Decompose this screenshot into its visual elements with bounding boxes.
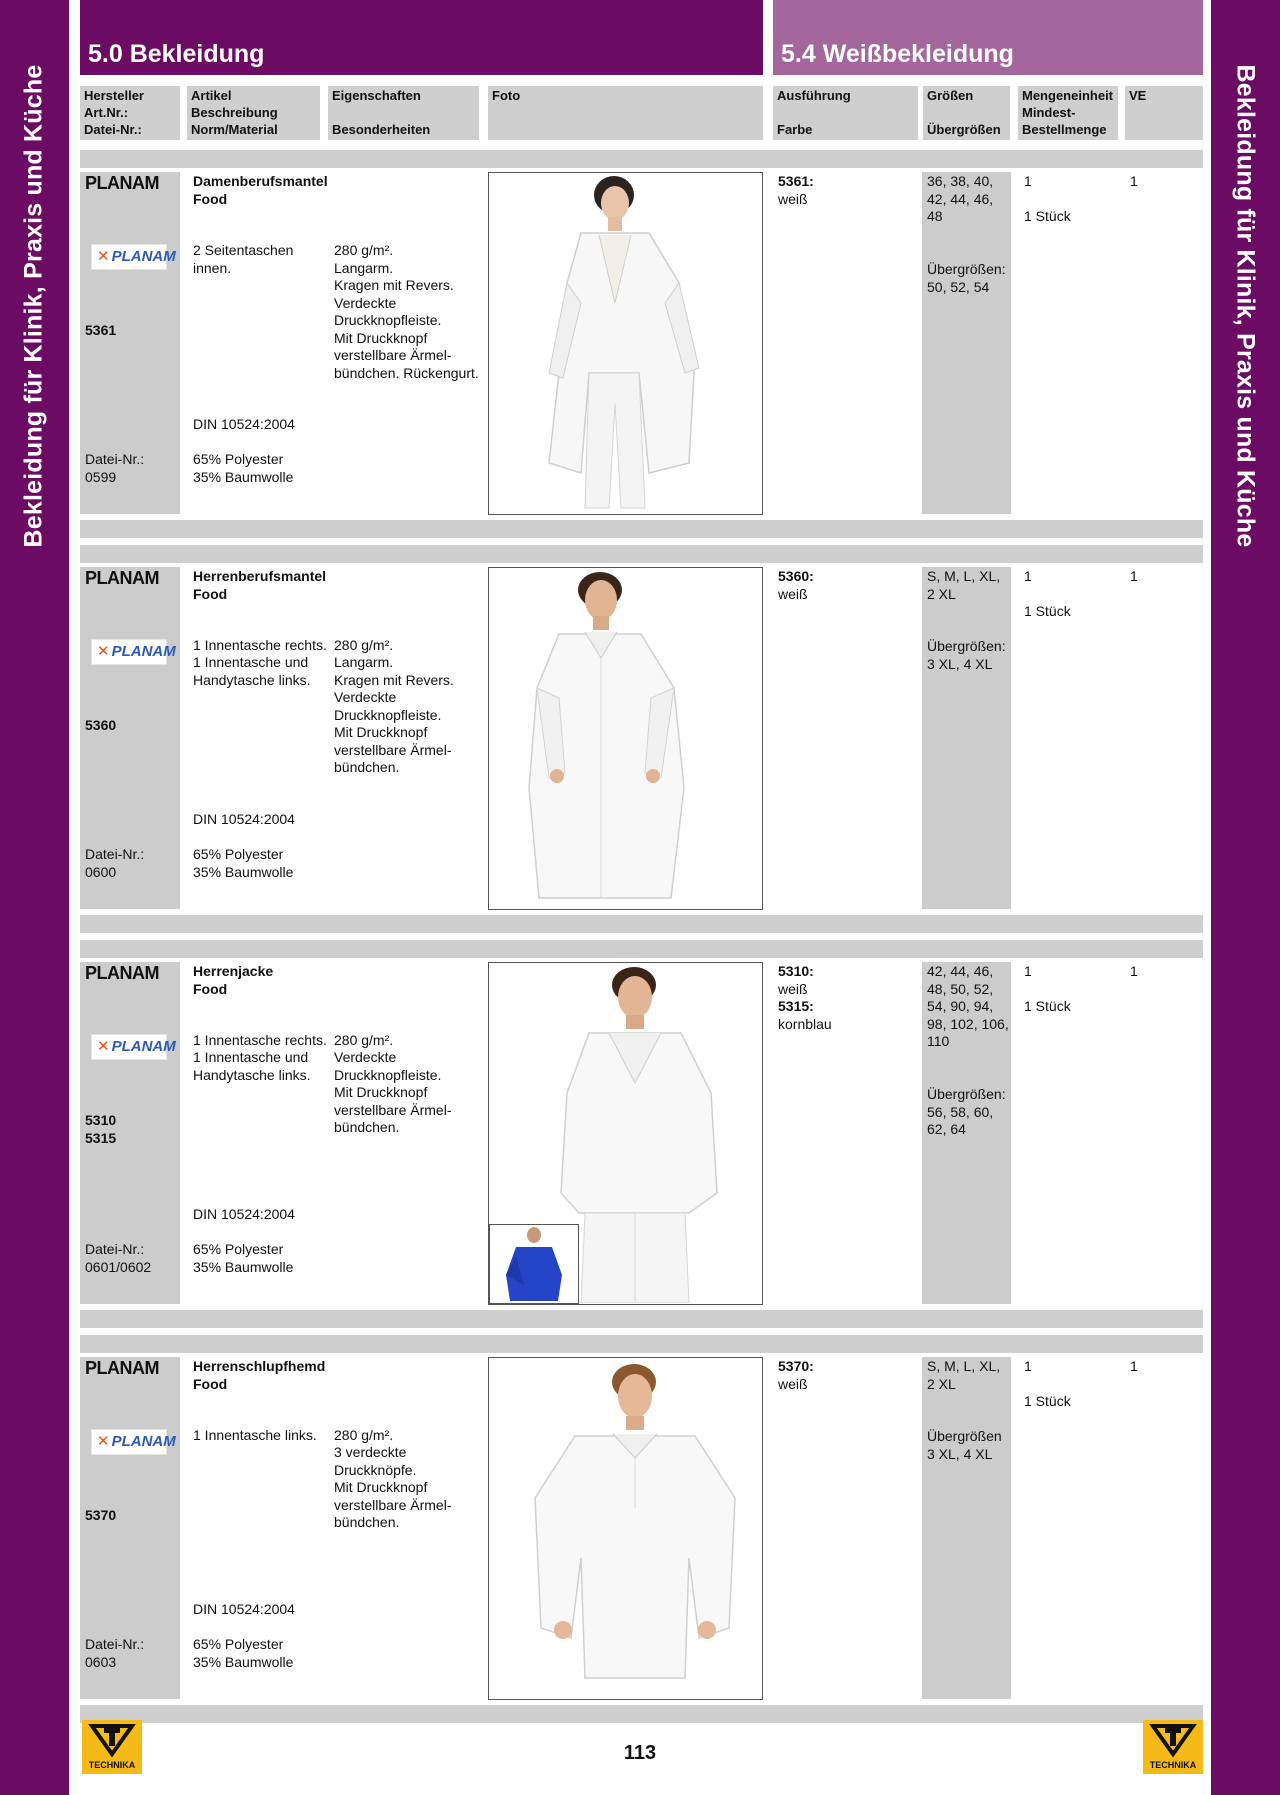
size-cell (922, 567, 1011, 909)
oversize-line: 56, 58, 60, (927, 1104, 994, 1120)
art-nr: 5370 (85, 1507, 117, 1523)
feature-line: Mit Druckknopf (334, 724, 428, 740)
feature-line: verstellbare Ärmel- (334, 1102, 452, 1118)
side-label-left: Bekleidung für Klinik, Praxis und Küche (19, 64, 48, 548)
variant-code: 5370: (778, 1358, 814, 1374)
art-nr: 5315 (85, 1130, 117, 1146)
oversize-line: 3 XL, 4 XL (927, 1446, 993, 1462)
blue-jacket-illustration (490, 1225, 576, 1301)
description-line: 1 Innentasche rechts. (193, 1032, 327, 1048)
feature-line: Druckknopfleiste. (334, 312, 442, 328)
technika-logo-right (1143, 1720, 1203, 1774)
size-line: 98, 102, 106, (927, 1016, 1009, 1032)
material-line: 35% Baumwolle (193, 1654, 294, 1670)
row-separator (80, 915, 1203, 933)
variant-code: 5360: (778, 568, 814, 584)
size-line: S, M, L, XL, (927, 1358, 1001, 1374)
variant-code: 5310: (778, 963, 814, 979)
section-title: 5.0 Bekleidung (88, 40, 265, 68)
oversize-line: 3 XL, 4 XL (927, 656, 993, 672)
size-line: 2 XL (927, 586, 956, 602)
feature-line: Verdeckte (334, 1049, 397, 1065)
size-line: 36, 38, 40, (927, 173, 994, 189)
datei-nr: 0599 (85, 469, 117, 485)
description-line: 2 Seitentaschen (193, 242, 294, 258)
right-side-bar (1211, 0, 1280, 1795)
feature-line: bündchen. Rückengurt. (334, 365, 479, 381)
subsection-title: 5.4 Weißbekleidung (781, 40, 1014, 68)
man-coat-illustration (489, 568, 761, 908)
ve-value: 1 (1130, 173, 1138, 189)
variant-color: weiß (778, 1376, 808, 1392)
norm: DIN 10524:2004 (193, 811, 295, 827)
side-label-right: Bekleidung für Klinik, Praxis und Küche (1231, 64, 1260, 548)
technika-logo-text: TECHNIKA (1149, 1760, 1197, 1770)
material-line: 35% Baumwolle (193, 864, 294, 880)
technika-emblem-icon (1143, 1720, 1203, 1760)
feature-line: 280 g/m². (334, 637, 394, 653)
ve-value: 1 (1130, 963, 1138, 979)
feature-line: Langarm. (334, 260, 394, 276)
col-header-foto (488, 86, 763, 140)
col-label: Mengeneinheit (1022, 88, 1114, 103)
material-line: 65% Polyester (193, 1241, 284, 1257)
feature-line: Langarm. (334, 654, 394, 670)
feature-line: Kragen mit Revers. (334, 277, 454, 293)
unit-qty: 1 (1024, 1358, 1032, 1374)
size-line: 48, 50, 52, (927, 981, 994, 997)
row-separator (80, 1310, 1203, 1328)
product-subname: Food (193, 1376, 228, 1392)
col-header-hersteller (80, 86, 180, 140)
product-name: Herrenjacke (193, 963, 274, 979)
col-label: Mindest- (1022, 105, 1076, 120)
oversize-line: 50, 52, 54 (927, 279, 990, 295)
col-label: Art.Nr.: (84, 105, 129, 120)
variant-color: weiß (778, 981, 808, 997)
brand-name: PLANAM (85, 963, 159, 983)
row-separator (80, 1335, 1203, 1353)
feature-line: Mit Druckknopf (334, 330, 428, 346)
art-nr: 5360 (85, 717, 117, 733)
planam-logo: ✕ PLANAM (91, 244, 167, 270)
size-line: 2 XL (927, 1376, 956, 1392)
col-header-groessen (923, 86, 1010, 140)
logo-text: PLANAM (111, 1433, 176, 1450)
description-line: 1 Innentasche rechts. (193, 637, 327, 653)
feature-line: Verdeckte (334, 295, 397, 311)
lab-coat-photo (488, 567, 763, 910)
datei-nr: 0603 (85, 1654, 117, 1670)
size-line: S, M, L, XL, (927, 568, 1001, 584)
logo-text: PLANAM (111, 1038, 176, 1055)
unit-qty: 1 (1024, 173, 1032, 189)
row-separator (80, 940, 1203, 958)
description-line: Handytasche links. (193, 1067, 311, 1083)
feature-line: 280 g/m². (334, 1032, 394, 1048)
blue-jacket-thumbnail (489, 1224, 579, 1304)
unit-qty: 1 (1024, 568, 1032, 584)
datei-nr: 0600 (85, 864, 117, 880)
shirt-photo (488, 1357, 763, 1700)
jacket-photo (488, 962, 763, 1305)
feature-line: 280 g/m². (334, 1427, 394, 1443)
product-subname: Food (193, 191, 228, 207)
feature-line: Verdeckte (334, 689, 397, 705)
product-name: Herrenschlupfhemd (193, 1358, 326, 1374)
brand-name: PLANAM (85, 173, 159, 193)
datei-label: Datei-Nr.: (85, 1241, 145, 1257)
col-label: Hersteller (84, 88, 144, 103)
feature-line: Mit Druckknopf (334, 1084, 428, 1100)
variant-color: kornblau (778, 1016, 832, 1032)
datei-label: Datei-Nr.: (85, 1636, 145, 1652)
oversize-label: Übergrößen: (927, 1086, 1006, 1102)
datei-label: Datei-Nr.: (85, 846, 145, 862)
art-nr: 5310 (85, 1112, 117, 1128)
material-line: 65% Polyester (193, 846, 284, 862)
feature-line: verstellbare Ärmel- (334, 742, 452, 758)
technika-emblem-icon (82, 1720, 142, 1760)
size-cell (922, 1357, 1011, 1699)
col-label: Beschreibung (191, 105, 278, 120)
datei-label: Datei-Nr.: (85, 451, 145, 467)
col-header-eigenschaften (328, 86, 479, 140)
product-name: Herrenberufsmantel (193, 568, 327, 584)
variant-color: weiß (778, 586, 808, 602)
unit-qty: 1 (1024, 963, 1032, 979)
norm: DIN 10524:2004 (193, 416, 295, 432)
norm: DIN 10524:2004 (193, 1206, 295, 1222)
description-line: Handytasche links. (193, 672, 311, 688)
art-nr: 5361 (85, 322, 117, 338)
col-label: Ausführung (777, 88, 851, 103)
lab-coat-photo (488, 172, 763, 515)
col-label: VE (1129, 88, 1147, 103)
brand-name: PLANAM (85, 568, 159, 588)
section-header-left (80, 0, 763, 75)
product-subname: Food (193, 586, 228, 602)
woman-coat-illustration (489, 173, 761, 513)
col-label: Übergrößen (927, 122, 1001, 137)
unit: 1 Stück (1024, 1393, 1071, 1409)
size-line: 48 (927, 208, 943, 224)
logo-text: PLANAM (111, 643, 176, 660)
col-label: Norm/Material (191, 122, 278, 137)
feature-line: verstellbare Ärmel- (334, 347, 452, 363)
feature-line: bündchen. (334, 759, 400, 775)
oversize-label: Übergrößen (927, 1428, 1002, 1444)
col-header-ve (1125, 86, 1203, 140)
unit: 1 Stück (1024, 603, 1071, 619)
feature-line: Kragen mit Revers. (334, 672, 454, 688)
description-line: 1 Innentasche links. (193, 1427, 317, 1443)
col-header-ausfuehrung (773, 86, 918, 140)
col-label: Bestellmenge (1022, 122, 1107, 137)
row-separator (80, 1705, 1203, 1723)
row-separator (80, 545, 1203, 563)
variant-color: weiß (778, 191, 808, 207)
description-line: innen. (193, 260, 232, 276)
material-line: 35% Baumwolle (193, 469, 294, 485)
size-line: 54, 90, 94, (927, 998, 994, 1014)
feature-line: 280 g/m². (334, 242, 394, 258)
planam-logo: ✕ PLANAM (91, 1429, 167, 1455)
col-label: Foto (492, 88, 521, 103)
material-line: 65% Polyester (193, 451, 284, 467)
row-separator (80, 520, 1203, 538)
variant-code: 5315: (778, 998, 814, 1014)
man-shirt-illustration (489, 1358, 761, 1698)
norm: DIN 10524:2004 (193, 1601, 295, 1617)
feature-line: 3 verdeckte (334, 1444, 407, 1460)
oversize-label: Übergrößen: (927, 638, 1006, 654)
product-name: Damenberufsmantel (193, 173, 328, 189)
oversize-line: 62, 64 (927, 1121, 966, 1137)
datei-nr: 0601/0602 (85, 1259, 152, 1275)
feature-line: Druckknöpfe. (334, 1462, 417, 1478)
description-line: 1 Innentasche und (193, 1049, 309, 1065)
logo-text: PLANAM (111, 248, 176, 265)
feature-line: Druckknopfleiste. (334, 1067, 442, 1083)
unit: 1 Stück (1024, 208, 1071, 224)
technika-logo-text: TECHNIKA (88, 1760, 136, 1770)
left-side-bar (0, 0, 69, 1795)
col-label: Artikel (191, 88, 232, 103)
size-line: 42, 44, 46, (927, 191, 994, 207)
ve-value: 1 (1130, 1358, 1138, 1374)
description-line: 1 Innentasche und (193, 654, 309, 670)
col-label: Größen (927, 88, 974, 103)
feature-line: bündchen. (334, 1514, 400, 1530)
planam-logo: ✕ PLANAM (91, 1034, 167, 1060)
feature-line: bündchen. (334, 1119, 400, 1135)
size-line: 42, 44, 46, (927, 963, 994, 979)
col-header-menge (1018, 86, 1118, 140)
brand-name: PLANAM (85, 1358, 159, 1378)
ve-value: 1 (1130, 568, 1138, 584)
product-subname: Food (193, 981, 228, 997)
feature-line: Druckknopfleiste. (334, 707, 442, 723)
variant-code: 5361: (778, 173, 814, 189)
planam-logo: ✕ PLANAM (91, 639, 167, 665)
col-label: Farbe (777, 122, 813, 137)
col-label: Besonderheiten (332, 122, 431, 137)
oversize-label: Übergrößen: (927, 261, 1006, 277)
col-label: Eigenschaften (332, 88, 421, 103)
feature-line: Mit Druckknopf (334, 1479, 428, 1495)
col-header-artikel (187, 86, 320, 140)
row-separator (80, 150, 1203, 168)
page-number: 113 (623, 1742, 657, 1764)
material-line: 35% Baumwolle (193, 1259, 294, 1275)
technika-logo-left (82, 1720, 142, 1774)
feature-line: verstellbare Ärmel- (334, 1497, 452, 1513)
col-label: Datei-Nr.: (84, 122, 142, 137)
size-line: 110 (927, 1033, 950, 1049)
material-line: 65% Polyester (193, 1636, 284, 1652)
section-header-right (773, 0, 1203, 75)
unit: 1 Stück (1024, 998, 1071, 1014)
